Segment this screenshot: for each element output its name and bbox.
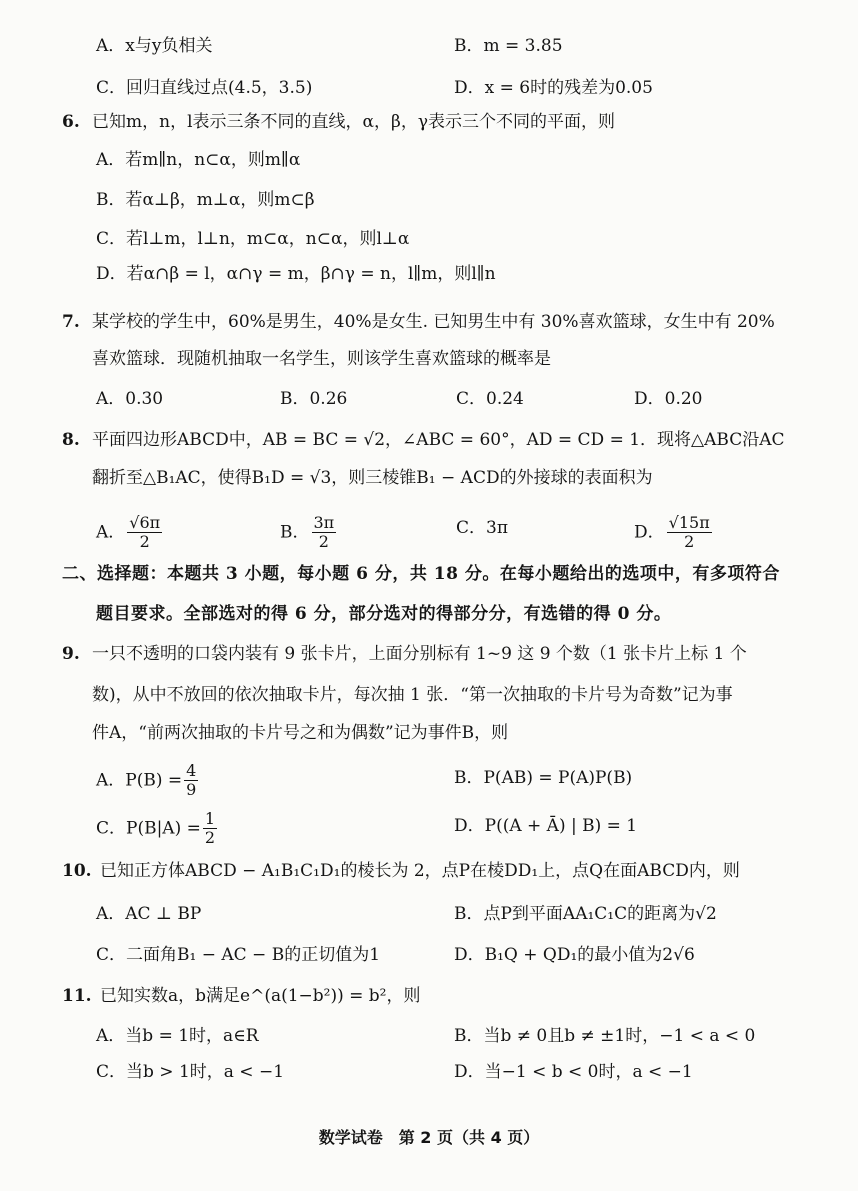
q9-options-row1 (0, 756, 858, 800)
q6-number: 6. (62, 112, 80, 132)
q10-option-a: A．AC ⊥ BP (96, 904, 202, 924)
q5-option-d: D．x = 6时的残差为0.05 (454, 78, 653, 98)
q8-option-a-denominator: 2 (139, 532, 150, 552)
q11-option-b: B．当b ≠ 0且b ≠ ±1时，−1 < a < 0 (454, 1026, 756, 1046)
q8-option-b (280, 514, 338, 552)
q9-stem-line1: 一只不透明的口袋内装有 9 张卡片，上面分别标有 1~9 这 9 个数（1 张卡片上标 1 个 (92, 644, 747, 664)
q8-option-d (634, 514, 714, 552)
q9-option-c-label: C．P(B|A) = (96, 818, 201, 839)
q10-option-c: C．二面角B₁ − AC − B的正切值为1 (96, 945, 381, 965)
q8-options (0, 508, 858, 552)
q9-option-d: D．P((A + Ā) | B) = 1 (454, 816, 638, 836)
q5-option-a: A．x与y负相关 (96, 36, 213, 56)
q9-number: 9. (62, 644, 80, 664)
q6-option-b: B．若α⊥β，m⊥α，则m⊂β (96, 190, 315, 210)
q9-option-c-denominator: 2 (204, 828, 216, 848)
q6-option-c: C．若l⊥m，l⊥n，m⊂α，n⊂α，则l⊥α (96, 229, 410, 249)
q5-option-c: C．回归直线过点(4.5，3.5) (96, 78, 313, 98)
q8-stem-line2: 翻折至△B₁AC，使得B₁D = √3，则三棱锥B₁ − ACD的外接球的表面积为 (92, 468, 653, 488)
q7-stem-line1: 某学校的学生中，60%是男生，40%是女生. 已知男生中有 30%喜欢篮球，女生中有 20% (92, 312, 775, 332)
q9-option-a-label: A．P(B) = (96, 770, 183, 791)
q7-stem-line2: 喜欢篮球．现随机抽取一名学生，则该学生喜欢篮球的概率是 (92, 349, 551, 369)
q9-option-a-denominator: 9 (186, 780, 197, 800)
q9-option-a (96, 762, 200, 800)
q8-option-b-denominator: 2 (318, 532, 329, 552)
q9-stem-line2: 数)，从中不放回的依次抽取卡片，每次抽 1 张．“第一次抽取的卡片号为奇数”记为事 (92, 685, 733, 705)
q8-option-a-label: A． (96, 522, 126, 543)
q9-option-c (96, 810, 219, 848)
q10-option-b: B．点P到平面AA₁C₁C的距离为√2 (454, 904, 717, 924)
q8-option-a-numerator: √6π (129, 513, 161, 532)
q6-stem: 已知m，n，l表示三条不同的直线，α，β，γ表示三个不同的平面，则 (92, 112, 615, 132)
q11-option-d: D．当−1 < b < 0时，a < −1 (454, 1062, 693, 1082)
q8-option-b-fraction (312, 514, 337, 552)
q9-option-a-fraction (184, 762, 198, 800)
section2-line1: 二、选择题：本题共 3 小题，每小题 6 分，共 18 分。在每小题给出的选项中，有多项符合 (62, 564, 780, 584)
q8-option-d-numerator: √15π (668, 513, 710, 532)
section2-line2: 题目要求。全部选对的得 6 分，部分选对的得部分分，有选错的得 0 分。 (96, 604, 672, 624)
q10-number: 10. (62, 861, 92, 881)
q8-option-a (96, 514, 164, 552)
q8-option-a-fraction (127, 514, 162, 552)
q5-option-b: B．m = 3.85 (454, 36, 563, 56)
q9-options-row2 (0, 806, 858, 846)
q9-option-c-numerator: 1 (204, 809, 216, 828)
q8-number: 8. (62, 430, 80, 450)
q9-stem-line3: 件A，“前两次抽取的卡片号之和为偶数”记为事件B，则 (92, 723, 509, 743)
q7-number: 7. (62, 312, 80, 332)
q8-stem-line1: 平面四边形ABCD中，AB = BC = √2，∠ABC = 60°，AD = CD = 1．现将△ABC沿AC (92, 430, 785, 450)
q11-option-c: C．当b > 1时，a < −1 (96, 1062, 285, 1082)
q7-option-c: C．0.24 (456, 389, 524, 409)
q7-option-d: D．0.20 (634, 389, 703, 409)
q8-option-b-numerator: 3π (313, 513, 335, 532)
q11-option-a: A．当b = 1时，a∈R (96, 1026, 259, 1046)
q11-number: 11. (62, 986, 92, 1006)
q7-option-b: B．0.26 (280, 389, 348, 409)
q8-option-d-label: D． (634, 522, 665, 543)
q8-option-d-fraction (667, 514, 712, 552)
page-footer: 数学试卷 第 2 页（共 4 页） (318, 1128, 540, 1147)
q10-option-d: D．B₁Q + QD₁的最小值为2√6 (454, 945, 695, 965)
q9-option-b: B．P(AB) = P(A)P(B) (454, 768, 633, 788)
q8-option-c: C．3π (456, 518, 508, 538)
q11-stem: 已知实数a，b满足e^(a(1−b²)) = b²，则 (100, 986, 421, 1006)
q10-stem: 已知正方体ABCD − A₁B₁C₁D₁的棱长为 2，点P在棱DD₁上，点Q在面ABCD内，则 (100, 861, 740, 881)
q7-option-a: A．0.30 (96, 389, 164, 409)
q6-option-d: D．若α∩β = l，α∩γ = m，β∩γ = n，l∥m，则l∥n (96, 264, 496, 284)
q9-option-a-numerator: 4 (186, 761, 197, 780)
q8-option-b-label: B． (280, 522, 310, 543)
q9-option-c-fraction (203, 810, 217, 848)
q6-option-a: A．若m∥n，n⊂α，则m∥α (96, 150, 301, 170)
q8-option-d-denominator: 2 (684, 532, 695, 552)
